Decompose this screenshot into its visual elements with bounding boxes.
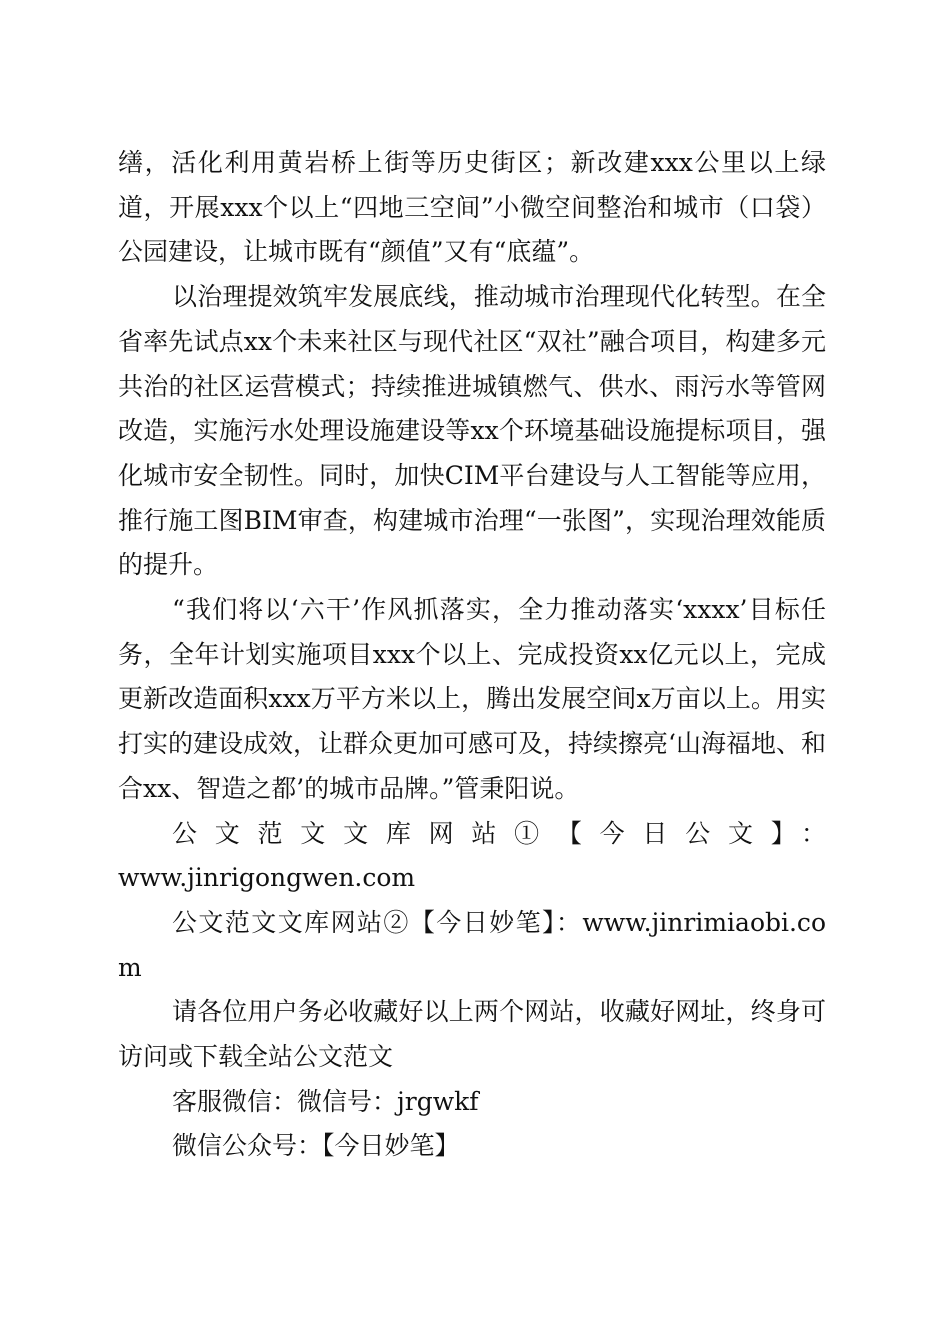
paragraph-continuation: 缮，活化利用黄岩桥上街等历史街区；新改建xxx公里以上绿道，开展xxx个以上“四地三空间”小微空间整治和城市（口袋）公园建设，让城市既有“颜值”又有“底蕴”。 bbox=[118, 148, 826, 267]
customer-service-line: 客服微信：微信号：jrgwkf bbox=[172, 1086, 479, 1116]
website-1-url[interactable]: www.jinrigongwen.com bbox=[118, 863, 416, 893]
website-2-line[interactable]: 公文范文文库网站②【今日妙笔】：www.jinrimiaobi.com bbox=[118, 907, 826, 982]
document-page bbox=[118, 141, 826, 1169]
website-1-label: 公文范文文库网站①【今日公文】： bbox=[172, 818, 826, 848]
paragraph-quote: “我们将以‘六干’作风抓落实，全力推动落实‘xxxx’目标任务，全年计划实施项目xxx个以上、完成投资xx亿元以上，完成更新改造面积xxx万平方米以上，腾出发展空间x万亩以上。用实打实的建设成效，让群众更加可感可及，持续擦亮‘山海福地、和合xx、智造之都’的城市品牌。”管秉阳说。 bbox=[118, 595, 826, 803]
paragraph-governance: 以治理提效筑牢发展底线，推动城市治理现代化转型。在全省率先试点xx个未来社区与现代社区“双社”融合项目，构建多元共治的社区运营模式；持续推进城镇燃气、供水、雨污水等管网改造，实施污水处理设施建设等xx个环境基础设施提标项目，强化城市安全韧性。同时，加快CIM平台建设与人工智能等应用，推行施工图BIM审查，构建城市治理“一张图”，实现治理效能质的提升。 bbox=[118, 282, 826, 580]
notice-paragraph: 请各位用户务必收藏好以上两个网站，收藏好网址，终身可访问或下载全站公文范文 bbox=[118, 997, 826, 1072]
website-1-block bbox=[118, 812, 826, 901]
wechat-account-line: 微信公众号：【今日妙笔】 bbox=[172, 1131, 460, 1161]
